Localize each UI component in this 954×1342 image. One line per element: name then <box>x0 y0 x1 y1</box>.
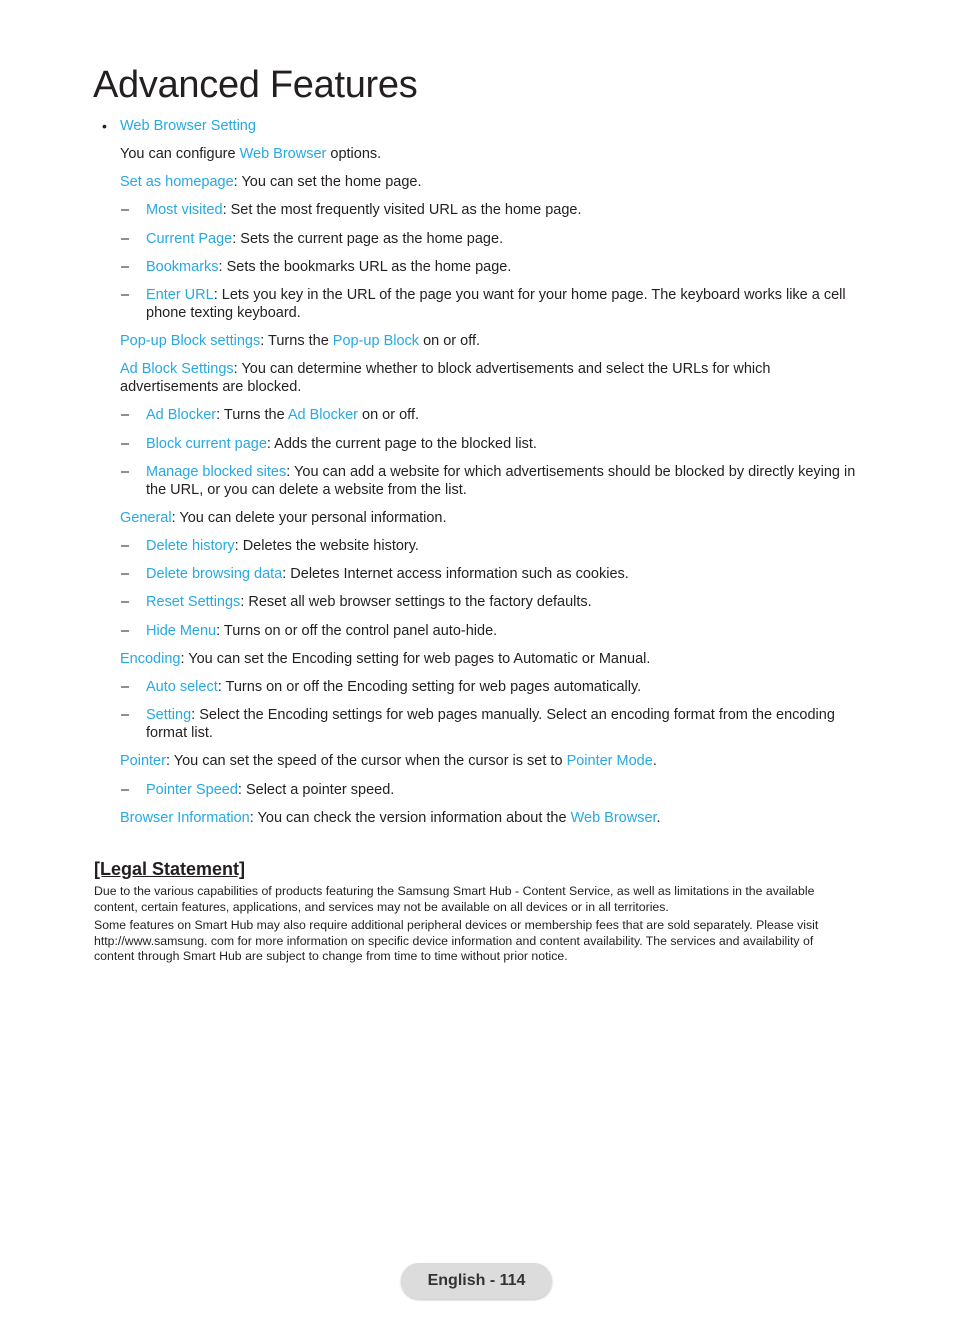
setting-item-encoding: Encoding: You can set the Encoding setting for web pages to Automatic or Manual. <box>120 651 651 667</box>
dash-marker: – <box>121 566 130 582</box>
setting-item-pointer: Pointer: You can set the speed of the cursor when the cursor is set to Pointer Mode. <box>120 753 657 769</box>
setting-subitem-most-visited: Most visited: Set the most frequently visited URL as the home page. <box>146 202 582 218</box>
setting-item-popup-block: Pop-up Block settings: Turns the Pop-up Block on or off. <box>120 333 481 349</box>
dash-marker: – <box>121 538 130 554</box>
setting-subitem-auto-select: Auto select: Turns on or off the Encoding setting for web pages automatically. <box>146 679 642 695</box>
dash-marker: – <box>121 594 130 610</box>
setting-subitem-bookmarks: Bookmarks: Sets the bookmarks URL as the home page. <box>146 259 512 275</box>
dash-marker: – <box>121 679 130 695</box>
setting-subitem-hide-menu: Hide Menu: Turns on or off the control panel auto-hide. <box>146 623 498 639</box>
dash-marker: – <box>121 287 130 303</box>
dash-marker: – <box>121 782 130 798</box>
legal-statement-heading: [Legal Statement] <box>94 859 246 879</box>
dash-marker: – <box>121 436 130 452</box>
setting-subitem-manage-blocked-sites: Manage blocked sites: You can add a website for which advertisements should be blocked by directly keying in the URL, or you can delete a website from the list. <box>146 464 856 498</box>
setting-subitem-delete-history: Delete history: Deletes the website history. <box>146 538 419 554</box>
legal-paragraph-2: Some features on Smart Hub may also require additional peripheral devices or membership fees that are sold separately. Please visit http://www.samsung. com for more information on specific device information and content availability. The services and availability of content through Smart Hub are subject to change from time to time without prior notice. <box>94 918 819 963</box>
dash-marker: – <box>121 464 130 480</box>
legal-paragraph-1: Due to the various capabilities of products featuring the Samsung Smart Hub - Content Service, as well as limitations in the available content, certain features, applications, and services may not be available on all devices or in all territories. <box>94 884 815 914</box>
bullet-marker: • <box>102 118 107 134</box>
setting-item-browser-information: Browser Information: You can check the version information about the Web Browser. <box>120 810 661 826</box>
setting-subitem-setting: Setting: Select the Encoding settings for web pages manually. Select an encoding format from the encoding format list. <box>146 707 835 741</box>
setting-subitem-pointer-speed: Pointer Speed: Select a pointer speed. <box>146 782 395 798</box>
page-number-badge: English - 114 <box>401 1263 552 1299</box>
section-intro: You can configure Web Browser options. <box>120 146 382 162</box>
setting-subitem-delete-browsing-data: Delete browsing data: Deletes Internet access information such as cookies. <box>146 566 629 582</box>
dash-marker: – <box>121 623 130 639</box>
dash-marker: – <box>121 707 130 723</box>
setting-subitem-ad-blocker: Ad Blocker: Turns the Ad Blocker on or off. <box>146 407 419 423</box>
setting-item-set-as-homepage: Set as homepage: You can set the home page. <box>120 174 422 190</box>
dash-marker: – <box>121 259 130 275</box>
setting-subitem-enter-url: Enter URL: Lets you key in the URL of the page you want for your home page. The keyboard works like a cell phone texting keyboard. <box>146 287 846 321</box>
page-title: Advanced Features <box>93 64 418 106</box>
setting-subitem-reset-settings: Reset Settings: Reset all web browser settings to the factory defaults. <box>146 594 592 610</box>
dash-marker: – <box>121 202 130 218</box>
intro-link: Web Browser <box>239 146 327 162</box>
dash-marker: – <box>121 407 130 423</box>
setting-item-general: General: You can delete your personal information. <box>120 510 447 526</box>
setting-subitem-current-page: Current Page: Sets the current page as the home page. <box>146 231 504 247</box>
dash-marker: – <box>121 231 130 247</box>
setting-item-ad-block: Ad Block Settings: You can determine whether to block advertisements and select the URLs for which advertisements are blocked. <box>120 361 771 395</box>
section-heading: Web Browser Setting <box>120 118 256 134</box>
setting-subitem-block-current-page: Block current page: Adds the current page to the blocked list. <box>146 436 537 452</box>
